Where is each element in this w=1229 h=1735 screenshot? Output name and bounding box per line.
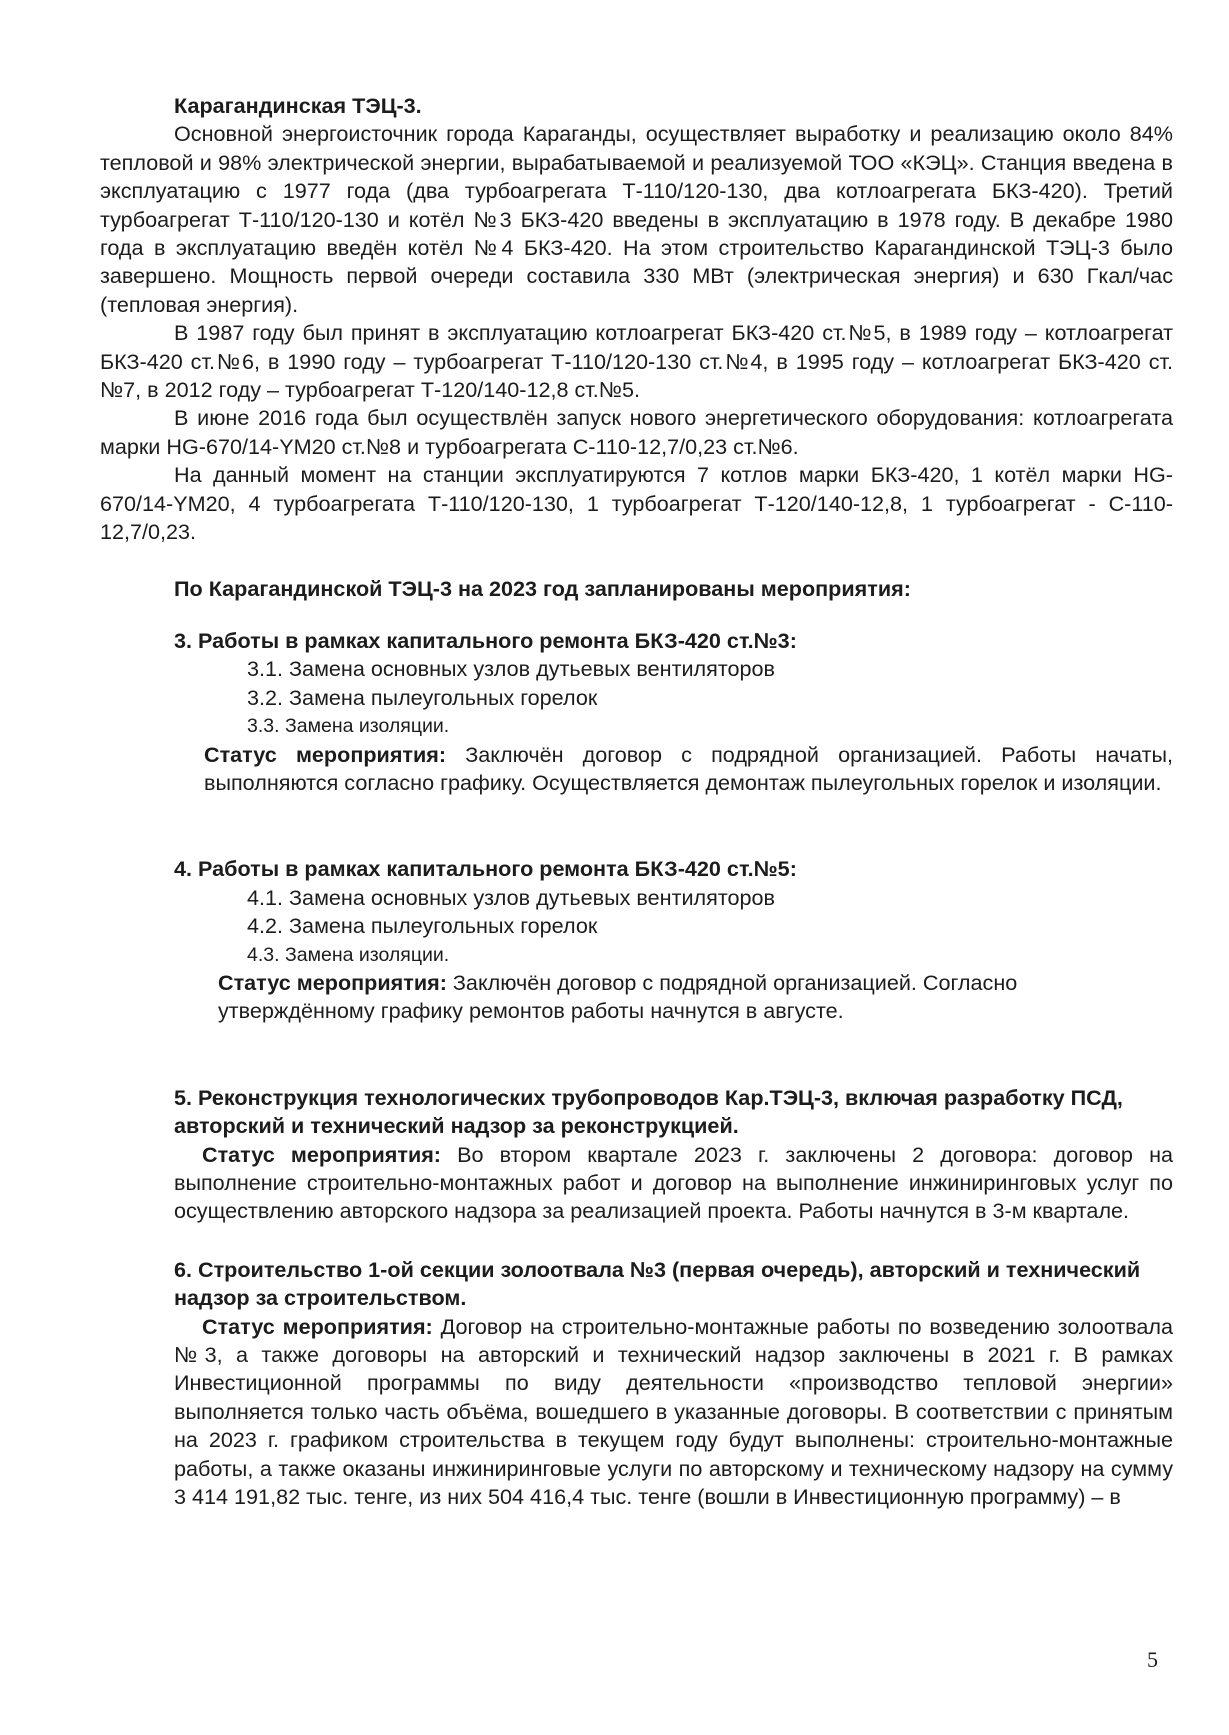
list-item: 3.3. Замена изоляции.: [247, 715, 450, 738]
intro-paragraph-4: На данный момент на станции эксплуатируются 7 котлов марки БКЗ-420, 1 котёл марки HG-670/14-YM20, 4 турбоагрегата Т-110/120-130, 1 турбоагрегат Т-120/140-12,8, 1 турбоагрегат - С-110-12,7/0,23.: [100, 462, 1173, 545]
document-title: Карагандинская ТЭЦ-3.: [174, 93, 422, 118]
list-item: 4.3. Замена изоляции.: [247, 943, 450, 966]
list-item: 3.1. Замена основных узлов дутьевых вентиляторов: [247, 656, 775, 682]
section-title: 6. Строительство 1-ой секции золоотвала №3 (первая очередь), авторский и технический надзор за строительством.: [174, 1256, 1141, 1311]
section-status: [100, 741, 1173, 798]
section-title: 4. Работы в рамках капитального ремонта БКЗ-420 ст.№5:: [174, 856, 797, 882]
status-label: Статус мероприятия:: [218, 969, 447, 995]
list-item: 4.2. Замена пылеугольных горелок: [247, 913, 598, 939]
status-label: Статус мероприятия:: [202, 1313, 433, 1339]
section-title: 5. Реконструкция технологических трубопроводов Кар.ТЭЦ-3, включая разработку ПСД, авторский и технический надзор за реконструкцией.: [174, 1084, 1123, 1139]
section-4: [100, 855, 1173, 1025]
section-6: [100, 1256, 1173, 1512]
status-text: Во втором квартале 2023 г. заключены 2 договора: договор на выполнение строительно-монтажных работ и договор на выполнение инжиниринговых услуг по осуществлению авторского надзора за реализацией проекта. Работы начнутся в 3-м квартале.: [174, 1141, 1173, 1224]
section-5: [100, 1084, 1173, 1226]
status-label: Статус мероприятия:: [204, 741, 447, 767]
page-number: 5: [1147, 1647, 1158, 1672]
section-status: [100, 1313, 1173, 1512]
intro-paragraph-2: В 1987 году был принят в эксплуатацию котлоагрегат БКЗ-420 ст.№5, в 1989 году – котлоагрегат БКЗ-420 ст.№6, в 1990 году – турбоагрегат Т-110/120-130 ст.№4, в 1995 году – котлоагрегат БКЗ-420 ст.№7, в 2012 году – турбоагрегат Т-120/140-12,8 ст.№5.: [100, 320, 1173, 403]
status-text: Заключён договор с подрядной организацией. Работы начаты, выполняются согласно графику. Осуществляется демонтаж пылеугольных горелок и изоляции.: [204, 741, 1174, 795]
list-item: 3.2. Замена пылеугольных горелок: [247, 684, 598, 710]
status-text: Договор на строительно-монтажные работы по возведению золоотвала №3, а также договоры на авторский и технический надзор заключены в 2021 г. В рамках Инвестиционной программы по виду деятельности «производство тепловой энергии» выполняется только часть объёма, вошедшего в указанные договоры. В соответствии с принятым на 2023 г. графиком строительства в текущем году будут выполнены: строительно-монтажные работы, а также оказаны инжиниринговые услуги по авторскому и техническому надзору на сумму 3 414 191,82 тыс. тенге, из них 504 416,4 тыс. тенге (вошли в Инвестиционную программу) – в: [174, 1313, 1174, 1510]
section-status: [100, 969, 1173, 1026]
intro-paragraph-1: Основной энергоисточник города Караганды, осуществляет выработку и реализацию около 84% тепловой и 98% электрической энергии, вырабатываемой и реализуемой ТОО «КЭЦ». Станция введена в эксплуатацию с 1977 года (два турбоагрегата Т-110/120-130, два котлоагрегата БКЗ-420). Третий турбоагрегат Т-110/120-130 и котёл №3 БКЗ-420 введены в эксплуатацию в 1978 году. В декабре 1980 года в эксплуатацию введён котёл №4 БКЗ-420. На этом строительство Карагандинской ТЭЦ-3 было завершено. Мощность первой очереди составила 330 МВт (электрическая энергия) и 630 Гкал/час (тепловая энергия).: [100, 121, 1173, 317]
section-status: [100, 1141, 1173, 1226]
plan-heading: По Карагандинской ТЭЦ-3 на 2023 год запланированы мероприятия:: [174, 575, 911, 601]
list-item: 4.1. Замена основных узлов дутьевых вентиляторов: [247, 884, 775, 910]
section-3: [100, 627, 1173, 797]
status-label: Статус мероприятия:: [202, 1141, 442, 1167]
section-title: 3. Работы в рамках капитального ремонта БКЗ-420 ст.№3:: [174, 627, 797, 653]
intro-paragraph-3: В июне 2016 года был осуществлён запуск нового энергетического оборудования: котлоагрегата марки HG-670/14-YM20 ст.№8 и турбоагрегата С-110-12,7/0,23 ст.№6.: [100, 405, 1173, 459]
status-text: Заключён договор с подрядной организацией. Согласно утверждённому графику ремонтов работы начнутся в августе.: [218, 969, 1018, 1024]
document-page: [100, 92, 1173, 1511]
